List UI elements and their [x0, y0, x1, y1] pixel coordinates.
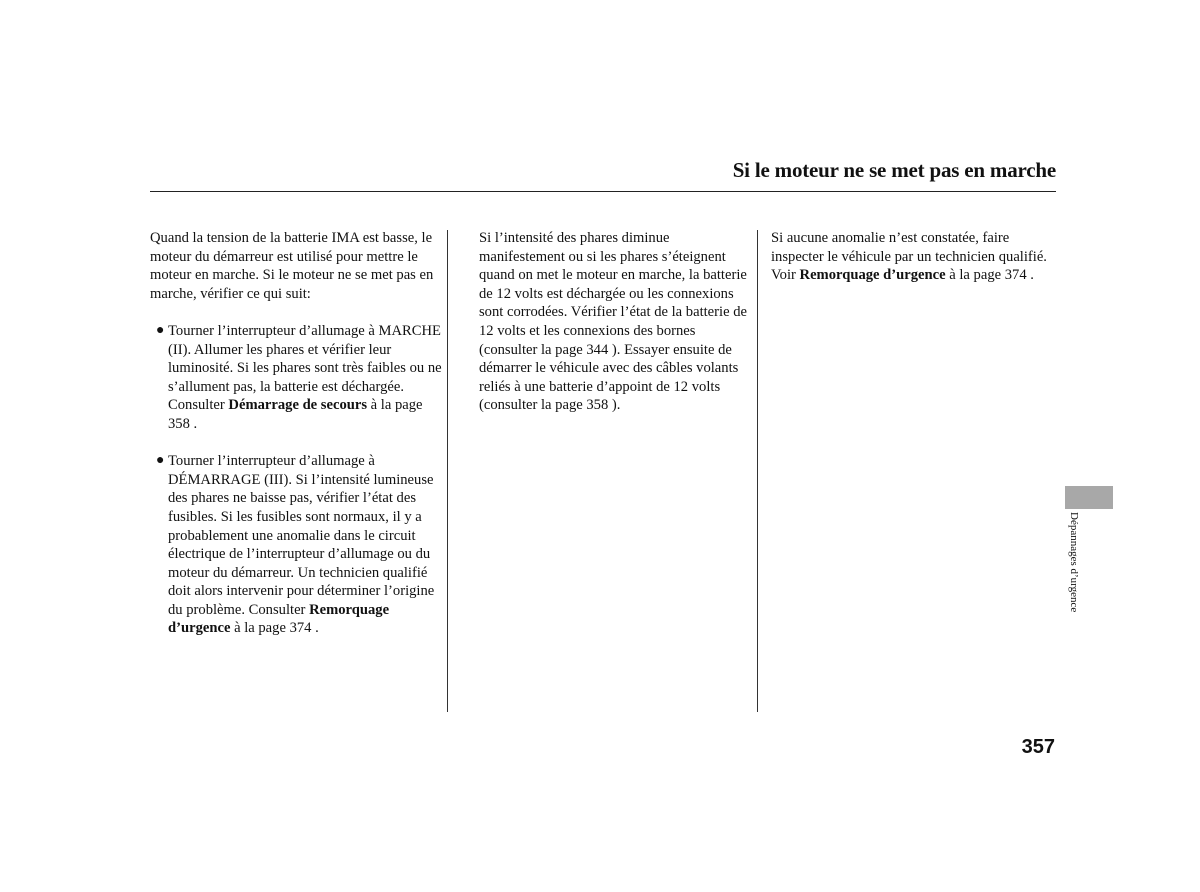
xref-remorquage-durgence[interactable]: Remorquage d’urgence: [799, 267, 946, 284]
section-label: Dépannages d’urgence: [1068, 512, 1080, 613]
bullet-text: Tourner l’interrupteur d’allumage à MARCHE (II). Allumer les phares et vérifier leur luminosité. Si les phares sont très faibles ou ne s’allument pas, la batterie est déchargée. Consulter: [168, 322, 442, 414]
bullet-text: Tourner l’interrupteur d’allumage à DÉMARRAGE (III). Si l’intensité lumineuse des phares ne baisse pas, vérifier l’état des fusibles. Si les fusibles sont normaux, il y a probablement une anomalie dans le circuit électrique de l’interrupteur d’allumage ou du moteur du démarreur. Un technicien qualifié doit alors intervenir pour déterminer l’origine du problème. Consulter: [168, 453, 435, 618]
column-2: [479, 229, 747, 415]
header-divider: [150, 191, 1056, 192]
xref-page: à la page 374 .: [234, 620, 319, 637]
column-divider: [447, 230, 448, 712]
column-divider: [757, 230, 758, 712]
xref-remorquage-durgence[interactable]: Remorquage d’urgence: [168, 601, 390, 637]
xref-page: à la page 374 .: [949, 267, 1034, 284]
inspection-paragraph: [771, 229, 1049, 285]
battery-paragraph: Si l’intensité des phares diminue manifestement ou si les phares s’éteignent quand on met le moteur en marche, la batterie de 12 volts est déchargée ou les connexions sont corrodées. Vérifier l’état de la batterie de 12 volts et les connexions des bornes (consulter la page 344 ). Essayer ensuite de démarrer le véhicule avec des câbles volants reliés à une batterie d’appoint de 12 volts (consulter la page 358 ).: [479, 230, 747, 414]
page-title: Si le moteur ne se met pas en marche: [732, 158, 1056, 182]
bullet-icon: ●: [156, 453, 165, 469]
section-tab: [1065, 486, 1113, 509]
xref-page: à la page 358 .: [168, 397, 423, 432]
inspection-text: Si aucune anomalie n’est constatée, faire inspecter le véhicule par un technicien qualifié. Voir: [771, 230, 1047, 284]
bullet-icon: ●: [156, 322, 165, 338]
intro-paragraph: Quand la tension de la batterie IMA est basse, le moteur du démarreur est utilisé pour mettre le moteur en marche. Si le moteur ne se met pas en marche, vérifier ce qui suit:: [150, 230, 434, 302]
list-item: [150, 452, 442, 638]
xref-demarrage-de-secours[interactable]: Démarrage de secours: [228, 397, 368, 414]
column-3: [771, 229, 1049, 285]
column-1: [150, 229, 442, 638]
page-number: 357: [1021, 736, 1055, 758]
list-item: [150, 322, 442, 434]
